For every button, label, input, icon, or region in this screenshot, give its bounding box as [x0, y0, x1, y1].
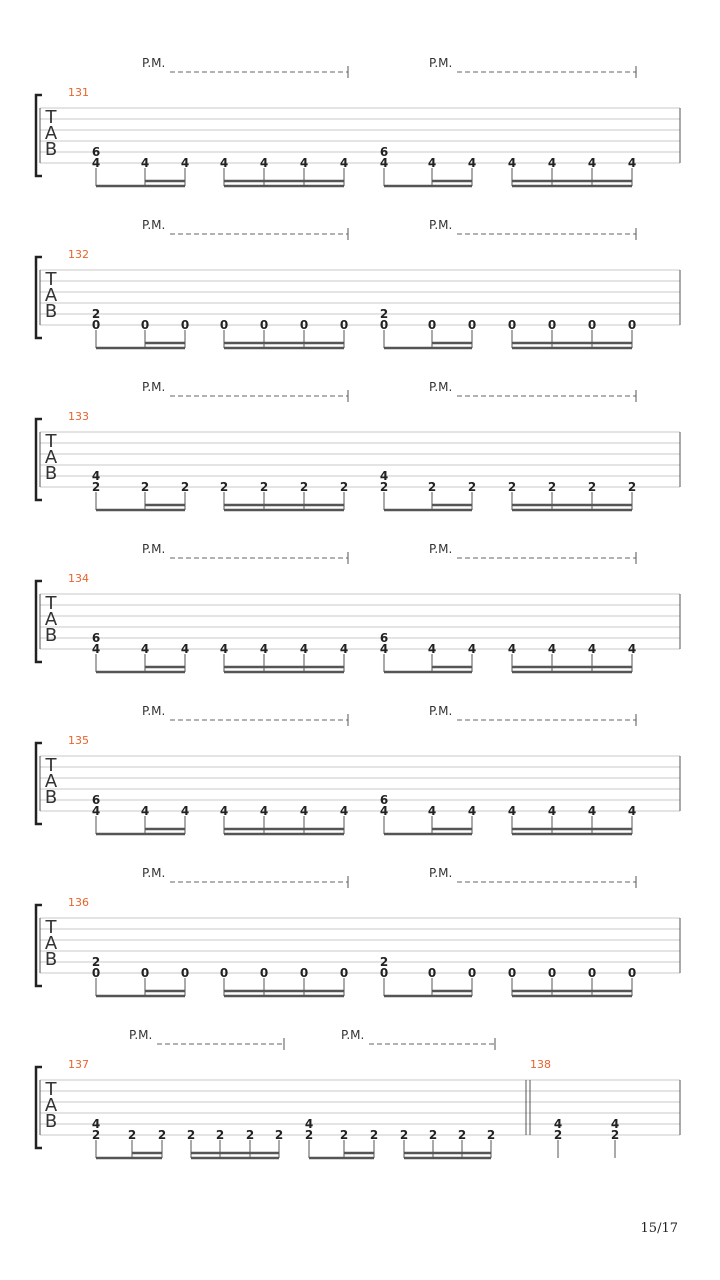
- fret-number: 2: [157, 1128, 167, 1142]
- fret-number: 4: [180, 804, 190, 818]
- fret-number: 4: [547, 804, 557, 818]
- fret-number: 2: [369, 1128, 379, 1142]
- fret-number: 0: [427, 318, 437, 332]
- fret-number: 4: [507, 804, 517, 818]
- fret-number: 2: [379, 955, 389, 969]
- fret-number: 4: [140, 642, 150, 656]
- fret-number: 6: [379, 631, 389, 645]
- fret-number: 0: [587, 966, 597, 980]
- fret-number: 2: [274, 1128, 284, 1142]
- fret-number: 2: [553, 1128, 563, 1142]
- fret-number: 4: [587, 156, 597, 170]
- fret-number: 2: [399, 1128, 409, 1142]
- fret-number: 4: [219, 156, 229, 170]
- fret-number: 2: [428, 1128, 438, 1142]
- fret-number: 2: [587, 480, 597, 494]
- system-bracket: [36, 581, 42, 662]
- palm-mute-label: P.M.: [429, 542, 453, 556]
- fret-number: 0: [427, 966, 437, 980]
- fret-number: 2: [304, 1128, 314, 1142]
- fret-number: 0: [547, 966, 557, 980]
- fret-number: 6: [91, 631, 101, 645]
- fret-number: 4: [91, 804, 101, 818]
- fret-number: 4: [299, 804, 309, 818]
- fret-number: 0: [180, 966, 190, 980]
- measure-number: 135: [68, 734, 89, 747]
- fret-number: 4: [259, 642, 269, 656]
- palm-mute-label: P.M.: [142, 866, 166, 880]
- fret-number: 0: [507, 318, 517, 332]
- fret-number: 2: [547, 480, 557, 494]
- fret-number: 0: [219, 966, 229, 980]
- system-bracket: [36, 95, 42, 176]
- fret-number: 4: [180, 642, 190, 656]
- fret-number: 6: [379, 793, 389, 807]
- fret-number: 0: [339, 318, 349, 332]
- fret-number: 4: [627, 642, 637, 656]
- tab-clef-letter: T: [45, 593, 57, 614]
- fret-number: 2: [186, 1128, 196, 1142]
- palm-mute-label: P.M.: [429, 704, 453, 718]
- measure-number: 132: [68, 248, 89, 261]
- palm-mute-label: P.M.: [142, 542, 166, 556]
- fret-number: 4: [91, 156, 101, 170]
- system-bracket: [36, 257, 42, 338]
- fret-number: 0: [547, 318, 557, 332]
- fret-number: 0: [219, 318, 229, 332]
- fret-number: 4: [379, 156, 389, 170]
- fret-number: 2: [91, 307, 101, 321]
- fret-number: 4: [299, 156, 309, 170]
- fret-number: 2: [299, 480, 309, 494]
- measure-number: 137: [68, 1058, 89, 1071]
- fret-number: 4: [140, 156, 150, 170]
- measure-number: 134: [68, 572, 89, 585]
- palm-mute-label: P.M.: [142, 56, 166, 70]
- fret-number: 2: [91, 1128, 101, 1142]
- fret-number: 2: [507, 480, 517, 494]
- fret-number: 4: [627, 804, 637, 818]
- tab-clef-letter: T: [45, 755, 57, 776]
- fret-number: 0: [299, 966, 309, 980]
- palm-mute-label: P.M.: [142, 218, 166, 232]
- tab-clef-letter: B: [44, 139, 58, 160]
- fret-number: 4: [467, 156, 477, 170]
- fret-number: 2: [486, 1128, 496, 1142]
- tab-clef-letter: T: [45, 431, 57, 452]
- fret-number: 4: [379, 642, 389, 656]
- fret-number: 4: [627, 156, 637, 170]
- fret-number: 2: [127, 1128, 137, 1142]
- tab-clef-letter: A: [44, 1095, 58, 1116]
- system-bracket: [36, 1067, 42, 1148]
- fret-number: 4: [180, 156, 190, 170]
- palm-mute-label: P.M.: [429, 380, 453, 394]
- fret-number: 4: [219, 804, 229, 818]
- fret-number: 0: [467, 318, 477, 332]
- fret-number: 4: [304, 1117, 314, 1131]
- fret-number: 4: [587, 804, 597, 818]
- fret-number: 2: [467, 480, 477, 494]
- tab-clef-letter: B: [44, 787, 58, 808]
- measure-number: 133: [68, 410, 89, 423]
- fret-number: 4: [379, 804, 389, 818]
- fret-number: 0: [91, 966, 101, 980]
- fret-number: 2: [379, 307, 389, 321]
- fret-number: 0: [299, 318, 309, 332]
- fret-number: 0: [379, 966, 389, 980]
- fret-number: 0: [587, 318, 597, 332]
- tab-clef-letter: T: [45, 107, 57, 128]
- fret-number: 4: [427, 642, 437, 656]
- fret-number: 2: [427, 480, 437, 494]
- fret-number: 2: [245, 1128, 255, 1142]
- system-bracket: [36, 419, 42, 500]
- fret-number: 2: [339, 480, 349, 494]
- fret-number: 2: [610, 1128, 620, 1142]
- fret-number: 0: [259, 318, 269, 332]
- fret-number: 0: [507, 966, 517, 980]
- fret-number: 2: [140, 480, 150, 494]
- measure-number: 131: [68, 86, 89, 99]
- fret-number: 4: [427, 156, 437, 170]
- palm-mute-label: P.M.: [142, 380, 166, 394]
- fret-number: 4: [507, 642, 517, 656]
- fret-number: 4: [610, 1117, 620, 1131]
- measure-number: 136: [68, 896, 89, 909]
- tab-clef-letter: A: [44, 285, 58, 306]
- fret-number: 2: [219, 480, 229, 494]
- fret-number: 4: [587, 642, 597, 656]
- palm-mute-label: P.M.: [341, 1028, 365, 1042]
- fret-number: 6: [91, 145, 101, 159]
- fret-number: 4: [339, 642, 349, 656]
- fret-number: 2: [180, 480, 190, 494]
- tab-clef-letter: B: [44, 301, 58, 322]
- fret-number: 4: [299, 642, 309, 656]
- fret-number: 4: [427, 804, 437, 818]
- fret-number: 6: [91, 793, 101, 807]
- fret-number: 2: [627, 480, 637, 494]
- tab-clef-letter: A: [44, 609, 58, 630]
- fret-number: 0: [91, 318, 101, 332]
- tab-clef-letter: B: [44, 1111, 58, 1132]
- palm-mute-label: P.M.: [129, 1028, 153, 1042]
- fret-number: 0: [339, 966, 349, 980]
- tab-clef-letter: A: [44, 771, 58, 792]
- fret-number: 4: [547, 156, 557, 170]
- page-number: 15/17: [640, 1221, 678, 1236]
- tab-clef-letter: T: [45, 917, 57, 938]
- fret-number: 4: [507, 156, 517, 170]
- fret-number: 0: [467, 966, 477, 980]
- tab-clef-letter: B: [44, 949, 58, 970]
- fret-number: 0: [627, 966, 637, 980]
- fret-number: 2: [259, 480, 269, 494]
- fret-number: 0: [180, 318, 190, 332]
- fret-number: 0: [259, 966, 269, 980]
- fret-number: 0: [379, 318, 389, 332]
- fret-number: 0: [627, 318, 637, 332]
- measure-number: 138: [530, 1058, 551, 1071]
- fret-number: 4: [553, 1117, 563, 1131]
- fret-number: 4: [91, 1117, 101, 1131]
- fret-number: 6: [379, 145, 389, 159]
- fret-number: 2: [215, 1128, 225, 1142]
- fret-number: 4: [259, 804, 269, 818]
- system-bracket: [36, 905, 42, 986]
- system-bracket: [36, 743, 42, 824]
- fret-number: 0: [140, 966, 150, 980]
- palm-mute-label: P.M.: [429, 56, 453, 70]
- fret-number: 2: [457, 1128, 467, 1142]
- tab-clef-letter: B: [44, 625, 58, 646]
- fret-number: 2: [91, 955, 101, 969]
- tab-clef-letter: A: [44, 123, 58, 144]
- tab-clef-letter: A: [44, 447, 58, 468]
- tab-clef-letter: T: [45, 269, 57, 290]
- tab-clef-letter: A: [44, 933, 58, 954]
- fret-number: 4: [339, 804, 349, 818]
- fret-number: 4: [259, 156, 269, 170]
- fret-number: 4: [219, 642, 229, 656]
- palm-mute-label: P.M.: [142, 704, 166, 718]
- palm-mute-label: P.M.: [429, 218, 453, 232]
- fret-number: 4: [379, 469, 389, 483]
- fret-number: 4: [339, 156, 349, 170]
- tab-clef-letter: T: [45, 1079, 57, 1100]
- fret-number: 2: [91, 480, 101, 494]
- fret-number: 0: [140, 318, 150, 332]
- fret-number: 2: [379, 480, 389, 494]
- fret-number: 2: [339, 1128, 349, 1142]
- fret-number: 4: [547, 642, 557, 656]
- fret-number: 4: [91, 469, 101, 483]
- fret-number: 4: [140, 804, 150, 818]
- palm-mute-label: P.M.: [429, 866, 453, 880]
- fret-number: 4: [467, 804, 477, 818]
- fret-number: 4: [467, 642, 477, 656]
- tab-clef-letter: B: [44, 463, 58, 484]
- fret-number: 4: [91, 642, 101, 656]
